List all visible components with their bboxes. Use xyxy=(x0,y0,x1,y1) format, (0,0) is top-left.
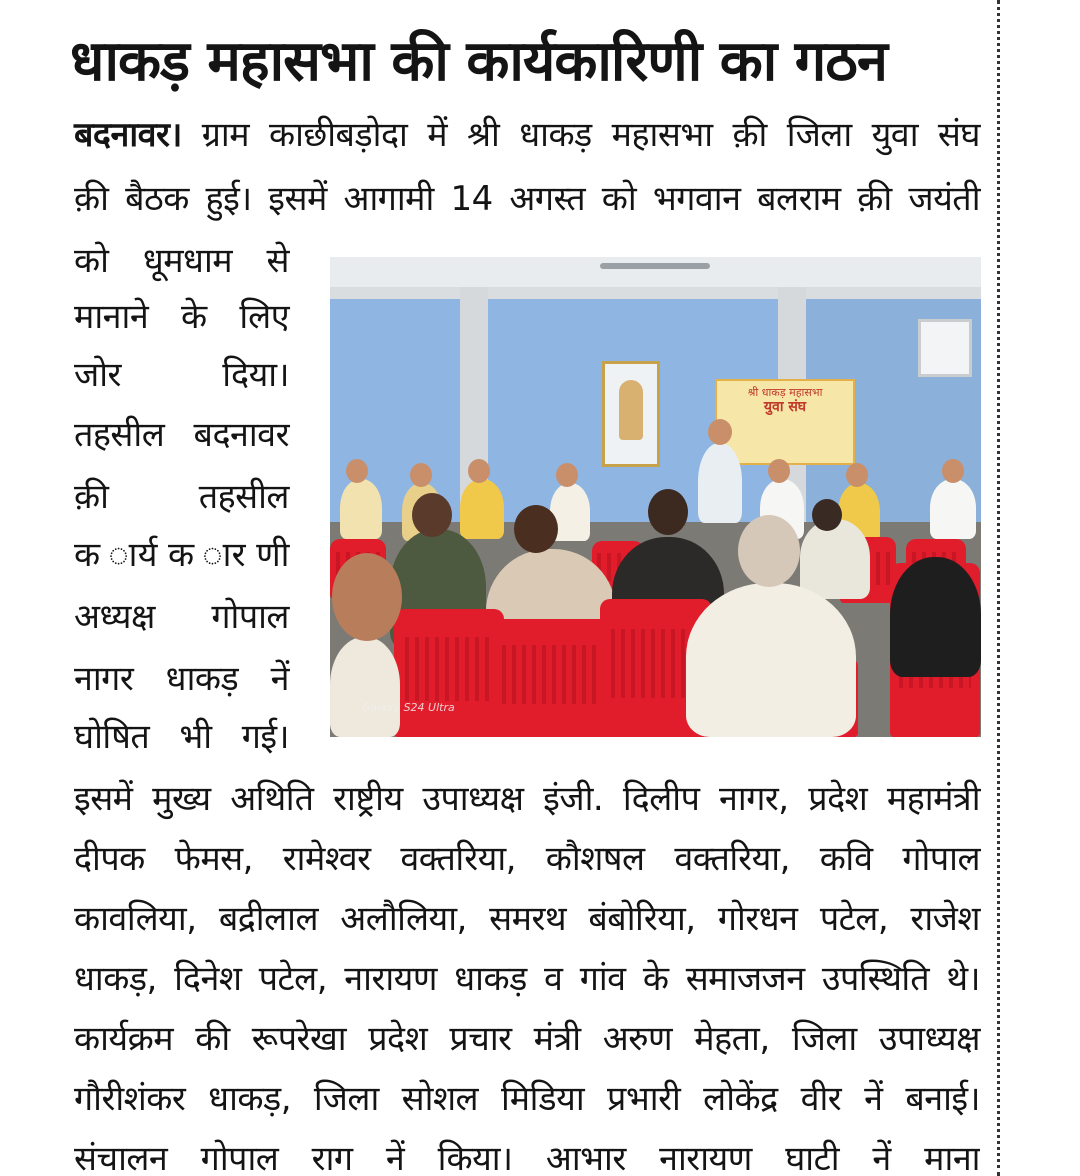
side-line-4: तहसील बदनावर xyxy=(74,415,289,455)
banner-line-1: श्री धाकड़ महासभा xyxy=(747,386,823,399)
text-line-7: कार्यक्रम की रूपरेखा प्रदेश प्रचार मंत्री अरुण मेहता, जिला उपाध्यक्ष xyxy=(74,1019,980,1059)
text-line-6: धाकड़, दिनेश पटेल, नारायण धाकड़ व गांव के समाजजन उपस्थिति थे। xyxy=(74,959,980,999)
text-line-2: क़ी बैठक हुई। इसमें आगामी 14 अगस्त को भगवान बलराम क़ी जयंती xyxy=(74,179,980,219)
person-head xyxy=(648,489,688,535)
side-line-5: क़ी तहसील xyxy=(74,477,289,517)
photo-beam xyxy=(330,287,981,299)
person-head xyxy=(468,459,490,483)
person-head xyxy=(812,499,842,531)
person-head xyxy=(768,459,790,483)
side-line-8: नागर धाकड़ नें xyxy=(74,659,289,699)
person xyxy=(330,637,400,737)
chair xyxy=(394,609,504,737)
text-line-9-clipped xyxy=(74,1134,980,1176)
photo-ceiling xyxy=(330,257,981,287)
poster-figure xyxy=(619,380,643,440)
side-line-2: मानाने के लिए xyxy=(74,297,289,337)
headline: धाकड़ महासभा की कार्यकारिणी का गठन xyxy=(70,29,887,94)
column-rule xyxy=(997,0,1000,1176)
text-line-8: गौरीशंकर धाकड़, जिला सोशल मिडिया प्रभारी लोकेंद्र वीर नें बनाई। xyxy=(74,1079,980,1119)
ceiling-fan xyxy=(600,263,710,269)
text-line-4: दीपक फेमस, रामेश्वर वक्तरिया, कौशषल वक्तरिया, कवि गोपाल xyxy=(74,839,980,879)
event-banner xyxy=(715,379,855,465)
person xyxy=(930,479,976,539)
speaker-head xyxy=(708,419,732,445)
side-line-7: अध्यक्ष गोपाल xyxy=(74,597,289,637)
person xyxy=(686,583,856,737)
side-line-3: जोर दिया। xyxy=(74,355,289,395)
person-head xyxy=(942,459,964,483)
text-line-5: कावलिया, बद्रीलाल अलौलिया, समरथ बंबोरिया, गोरधन पटेल, राजेश xyxy=(74,899,980,939)
person-head xyxy=(410,463,432,487)
person-head xyxy=(738,515,800,587)
person-head xyxy=(514,505,558,553)
chair xyxy=(490,619,610,737)
person-head xyxy=(346,459,368,483)
speaker xyxy=(698,443,742,523)
person-head xyxy=(846,463,868,487)
dateline: बदनावर। xyxy=(74,115,182,155)
camera-watermark: Galaxy S24 Ultra xyxy=(362,701,455,714)
text-line-9: संचालन गोपाल राग नें किया। आभार नारायण घाटी नें माना xyxy=(74,1139,980,1176)
banner-line-2: युवा संघ xyxy=(763,399,807,415)
side-line-1: को धूमधाम से xyxy=(74,241,289,281)
text-line-3: इसमें मुख्य अथिति राष्ट्रीय उपाध्यक्ष इंजी. दिलीप नागर, प्रदेश महामंत्री xyxy=(74,779,980,819)
photo-window xyxy=(918,319,972,377)
deity-poster xyxy=(602,361,660,467)
person xyxy=(890,557,981,677)
person-head xyxy=(332,553,402,641)
person-head xyxy=(556,463,578,487)
person xyxy=(340,479,382,539)
side-line-9: घोषित भी गई। xyxy=(74,717,289,757)
side-line-6: क ार्य क ार णी xyxy=(74,535,289,575)
person-head xyxy=(412,493,452,537)
text-line-1-body: ग्राम काछीबड़ोदा में श्री धाकड़ महासभा क़ी जिला युवा संघ xyxy=(181,115,980,155)
person xyxy=(460,479,504,539)
text-line-1 xyxy=(74,110,980,160)
meeting-photo xyxy=(330,257,981,737)
person xyxy=(800,519,870,599)
